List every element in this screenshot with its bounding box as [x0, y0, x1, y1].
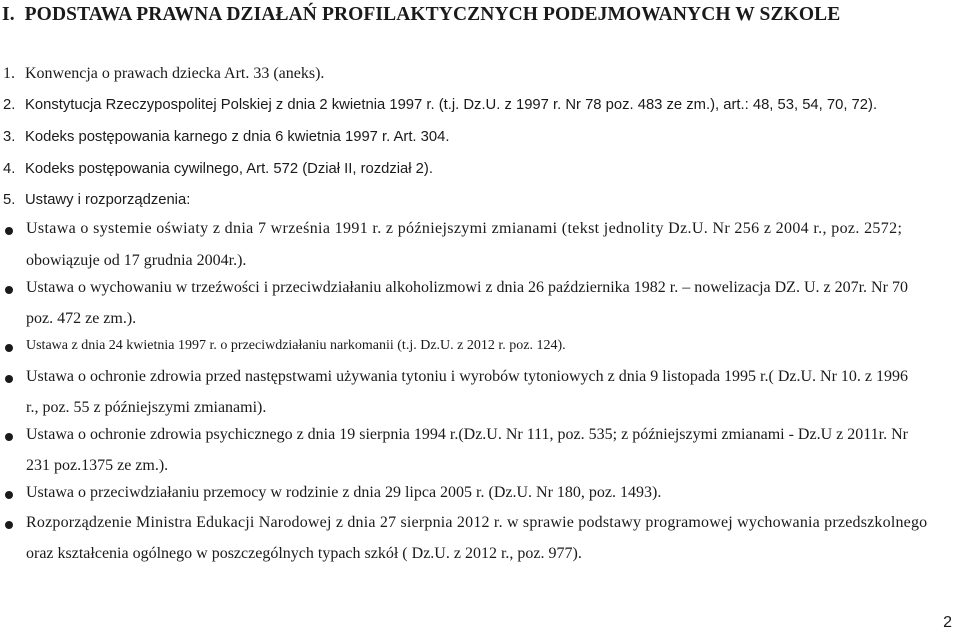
item-number: 2.	[3, 97, 16, 113]
item-text: Konwencja o prawach dziecka Art. 33 (aneks).	[25, 65, 325, 82]
page-heading	[2, 4, 840, 26]
bullet-icon	[5, 227, 13, 235]
bullet-item-line: 231 poz.1375 ze zm.).	[26, 457, 169, 474]
bullet-item-line: Ustawa o ochronie zdrowia przed następstwami używania tytoniu i wyrobów tytoniowych z dnia 9 listopada 1995 r.( Dz.U. Nr 10. z 1996	[26, 368, 909, 385]
bullet-icon	[5, 375, 13, 383]
numbered-item	[3, 161, 433, 177]
item-text: Ustawy i rozporządzenia:	[25, 192, 191, 208]
item-text: Konstytucja Rzeczypospolitej Polskiej z dnia 2 kwietnia 1997 r. (t.j. Dz.U. z 1997 r. Nr 78 poz. 483 ze zm.), art.: 48, 53, 54, 70, 72).	[25, 97, 878, 113]
bullet-item-line: Ustawa o systemie oświaty z dnia 7 września 1991 r. z późniejszymi zmianami (tekst jednolity Dz.U. Nr 256 z 2004 r., poz. 2572;	[26, 220, 903, 237]
bullet-icon	[5, 433, 13, 441]
bullet-icon	[5, 286, 13, 294]
bullet-icon	[5, 521, 13, 529]
bullet-item-line: Ustawa o ochronie zdrowia psychicznego z dnia 19 sierpnia 1994 r.(Dz.U. Nr 111, poz. 535; z późniejszymi zmianami - Dz.U z 2011r. Nr	[26, 426, 908, 443]
bullet-item-line: r., poz. 55 z późniejszymi zmianami).	[26, 399, 267, 416]
item-number: 3.	[3, 129, 16, 145]
numbered-item	[3, 129, 449, 145]
bullet-item-line: Ustawa o wychowaniu w trzeźwości i przeciwdziałaniu alkoholizmowi z dnia 26 października 1982 r. – nowelizacja DZ. U. z 207r. Nr 70	[26, 279, 908, 296]
item-number: 4.	[3, 161, 16, 177]
bullet-icon	[5, 491, 13, 499]
bullet-icon	[5, 344, 13, 352]
bullet-item-line: Ustawa o przeciwdziałaniu przemocy w rodzinie z dnia 29 lipca 2005 r. (Dz.U. Nr 180, poz. 1493).	[26, 484, 662, 501]
item-text: Kodeks postępowania karnego z dnia 6 kwietnia 1997 r. Art. 304.	[25, 129, 450, 145]
bullet-item-line: oraz kształcenia ogólnego w poszczególnych typach szkół ( Dz.U. z 2012 r., poz. 977).	[26, 545, 582, 562]
item-number: 1.	[3, 65, 15, 82]
page-number: 2	[943, 614, 952, 631]
bullet-item-line: obowiązuje od 17 grudnia 2004r.).	[26, 252, 247, 269]
bullet-item-line: poz. 472 ze zm.).	[26, 310, 137, 327]
heading-number: I.	[2, 4, 15, 25]
bullet-item-line: Rozporządzenie Ministra Edukacji Narodowej z dnia 27 sierpnia 2012 r. w sprawie podstawy programowej wychowania przedszkolnego	[26, 514, 928, 531]
item-number: 5.	[3, 192, 16, 208]
item-text: Kodeks postępowania cywilnego, Art. 572 (Dział II, rozdział 2).	[25, 161, 433, 177]
numbered-item	[3, 97, 877, 113]
heading-text: PODSTAWA PRAWNA DZIAŁAŃ PROFILAKTYCZNYCH PODEJMOWANYCH W SZKOLE	[24, 4, 841, 25]
numbered-item	[3, 192, 190, 208]
numbered-item	[3, 65, 324, 83]
bullet-item-line: Ustawa z dnia 24 kwietnia 1997 r. o przeciwdziałaniu narkomanii (t.j. Dz.U. z 2012 r. poz. 124).	[26, 338, 566, 353]
